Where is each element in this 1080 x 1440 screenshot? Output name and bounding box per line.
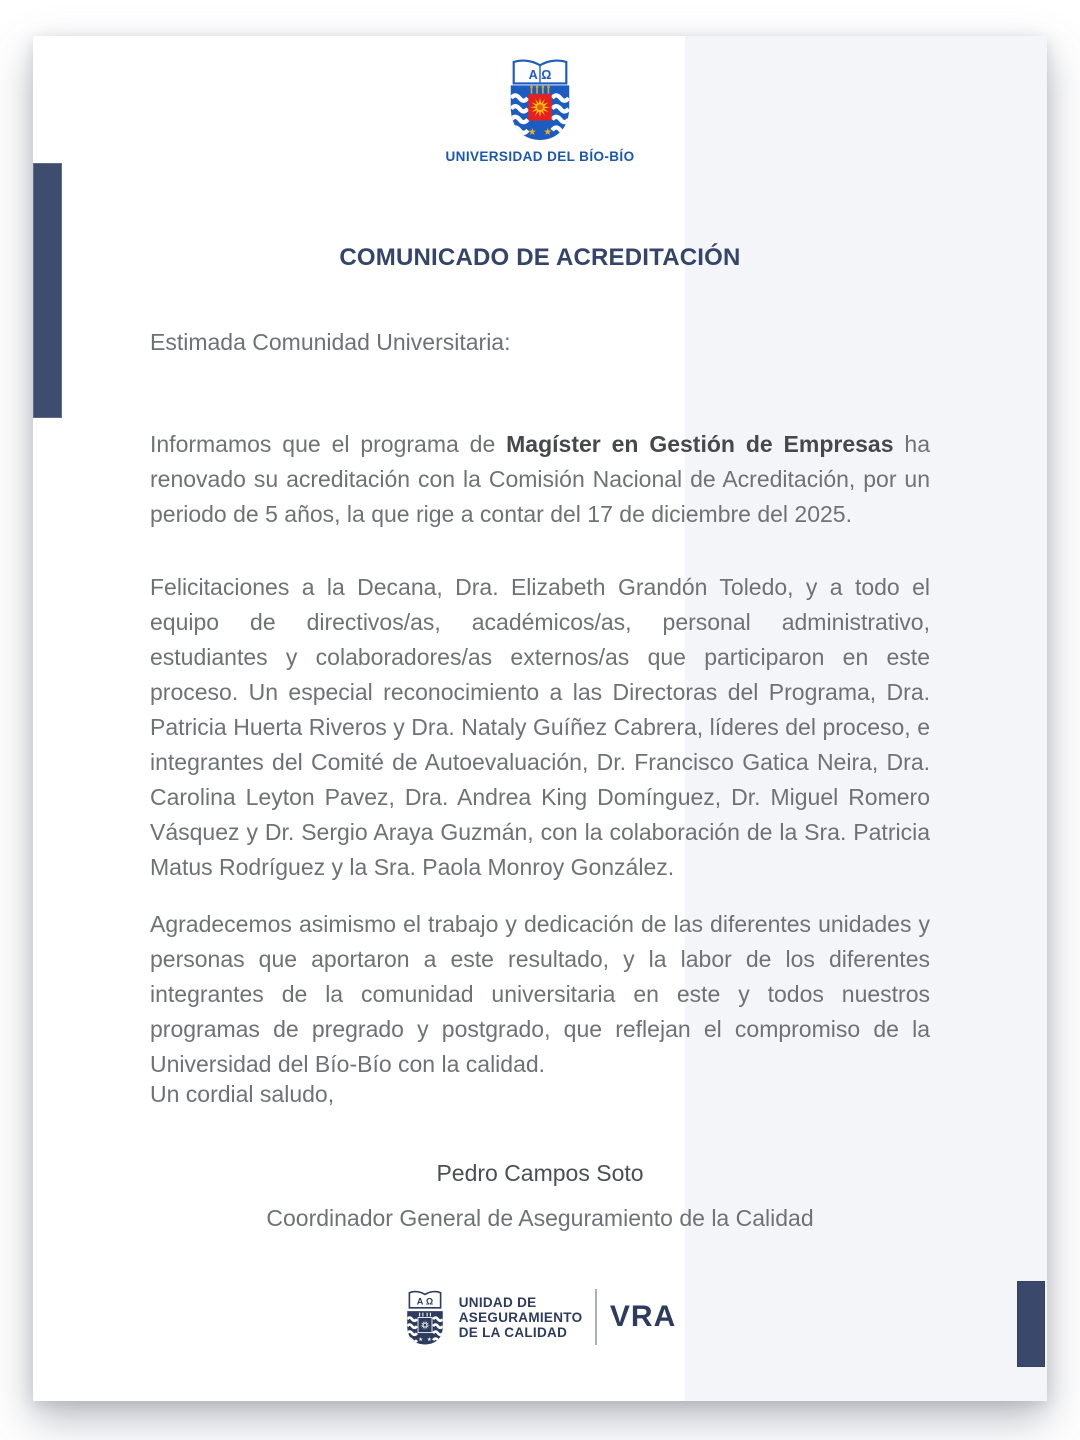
- paragraph-outro-text: ha renovado su acreditación con la Comisión Nacional de Acreditación, por un periodo de 5 años, la que rige a contar del 17 de diciembre del 2025.: [150, 431, 930, 527]
- quality-unit-name: [459, 1295, 583, 1340]
- signature-role: Coordinador General de Aseguramiento de la Calidad: [266, 1205, 814, 1231]
- signature-name: Pedro Campos Soto: [436, 1160, 644, 1186]
- vra-acronym: VRA: [609, 1300, 677, 1333]
- paragraph-intro-text: Informamos que el programa de: [150, 431, 507, 457]
- quality-unit-line: ASEGURAMIENTO: [458, 1309, 583, 1325]
- star-icon: ★: [426, 1337, 432, 1344]
- university-crest-icon: [502, 58, 578, 142]
- letter-page: [33, 36, 1047, 1401]
- star-icon: ★: [418, 1337, 423, 1344]
- left-accent-bar: [33, 163, 62, 418]
- university-name: UNIVERSIDAD DEL BÍO-BÍO: [445, 149, 635, 164]
- closing-text: Un cordial saludo,: [150, 1081, 335, 1107]
- star-icon: ★: [527, 127, 537, 139]
- star-icon: ★: [543, 127, 553, 139]
- paragraph-thanks: Agradecemos asimismo el trabajo y dedicación de las diferentes unidades y personas que aportaron a este resultado, y la labor de los diferentes integrantes de la comunidad universitaria en este y todos nuestros programas de pregrado y postgrado, que reflejan el compromiso de la Universidad del Bío-Bío con la calidad.: [150, 911, 930, 1077]
- program-name-bold: Magíster en Gestión de Empresas: [506, 431, 894, 457]
- letterhead: [33, 58, 1047, 164]
- document-title: COMUNICADO DE ACREDITACIÓN: [339, 244, 741, 271]
- paragraph-accreditation: [150, 427, 930, 532]
- quality-unit-crest-icon: [404, 1288, 446, 1346]
- quality-unit-line: DE LA CALIDAD: [458, 1324, 568, 1340]
- footer-divider: [595, 1289, 597, 1345]
- salutation-text: Estimada Comunidad Universitaria:: [150, 329, 511, 355]
- paragraph-congratulations: Felicitaciones a la Decana, Dra. Elizabeth Grandón Toledo, y a todo el equipo de directivos/as, académicos/as, personal administrativo, estudiantes y colaboradores/as externos/as que participaron en este proceso. Un especial reconocimiento a las Directoras del Programa, Dra. Patricia Huerta Riveros y Dra. Nataly Guíñez Cabrera, líderes del proceso, e integrantes del Comité de Autoevaluación, Dr. Francisco Gatica Neira, Dra. Carolina Leyton Pavez, Dra. Andrea King Domínguez, Dr. Miguel Romero Vásquez y Dr. Sergio Araya Guzmán, con la colaboración de la Sra. Patricia Matus Rodríguez y la Sra. Paola Monroy González.: [150, 574, 930, 880]
- quality-unit-line: UNIDAD DE: [458, 1294, 537, 1310]
- alpha-omega-text: Α Ω: [416, 1296, 433, 1307]
- alpha-omega-text: Α Ω: [528, 68, 552, 83]
- footer-brand-block: [33, 1288, 1047, 1346]
